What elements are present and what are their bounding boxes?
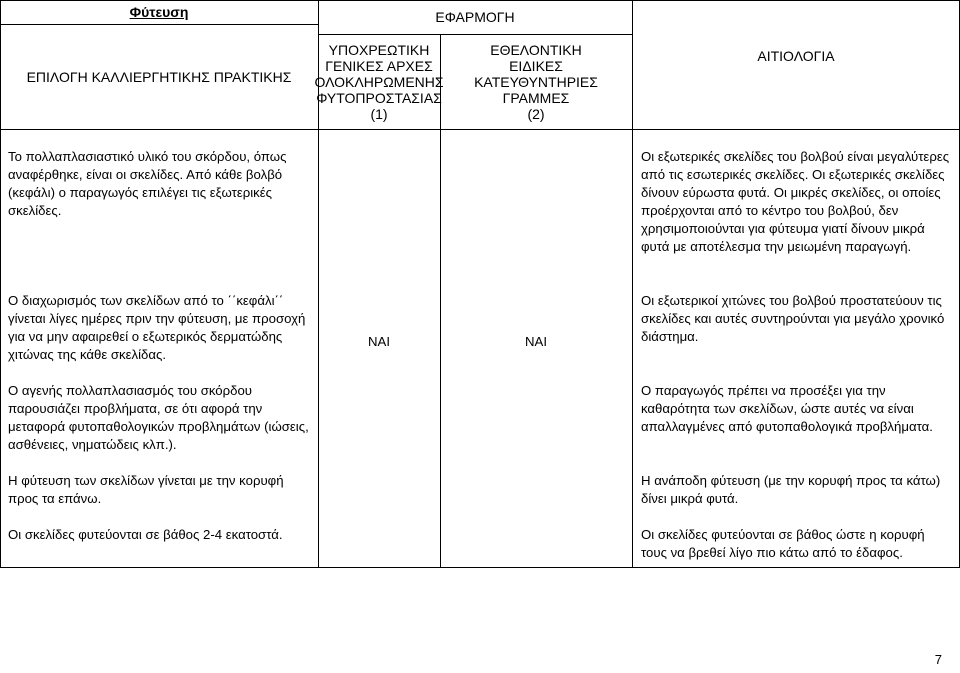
header-application [318, 0, 632, 34]
header-practice-label: ΕΠΙΛΟΓΗ ΚΑΛΛΙΕΡΓΗΤΙΚΗΣ ΠΡΑΚΤΙΚΗΣ [26, 69, 292, 85]
reason-text: Ο παραγωγός πρέπει να προσέξει για την καθαρότητα των σκελίδων, ώστε αυτές να είναι απαλλαγμένες από φυτοπαθολογικά προβλήματα. [641, 383, 933, 434]
header-reasoning [632, 0, 960, 112]
header-voluntary-line: ΚΑΤΕΥΘΥΝΤΗΡΙΕΣ [474, 74, 598, 90]
page-number: 7 [934, 652, 942, 667]
header-mandatory-line: ΦΥΤΟΠΡΟΣΤΑΣΙΑΣ [316, 90, 442, 106]
header-mandatory-line: ΓΕΝΙΚΕΣ ΑΡΧΕΣ [325, 58, 433, 74]
header-application-label: ΕΦΑΡΜΟΓΗ [435, 9, 515, 25]
reason-text: Οι εξωτερικές σκελίδες του βολβού είναι μεγαλύτερες από τις εσωτερικές σκελίδες. Οι εξωτερικές σκελίδες δίνουν εύρωστα φυτά. Οι μικρές σκελίδες, οι οποίες προέρχονται από το κέντρο του βολβού, δεν χρησιμοποιούνται για φύτευμα γιατί δίνουν μικρά φυτά με αποτέλεσμα την μειωμένη παραγωγή. [641, 149, 950, 254]
page-title: Φύτευση [129, 4, 189, 20]
header-voluntary-line: (2) [527, 106, 545, 122]
practice-text: Ο διαχωρισμός των σκελίδων από το ΄΄κεφάλι΄΄ γίνεται λίγες ημέρες πριν την φύτευση, με προσοχή για να μην αφαιρεθεί ο εξωτερικός δερματώδης χιτώνας της κάθε σκελίδας. [8, 293, 306, 362]
mandatory-value: ΝΑΙ [368, 334, 390, 349]
header-voluntary-line: ΓΡΑΜΜΕΣ [502, 90, 570, 106]
header-voluntary-line: ΕΘΕΛΟΝΤΙΚΗ [490, 42, 582, 58]
practice-text: Η φύτευση των σκελίδων γίνεται με την κορυφή προς τα επάνω. [8, 473, 284, 506]
header-mandatory [314, 35, 444, 129]
practice-text: Το πολλαπλασιαστικό υλικό του σκόρδου, όπως αναφέρθηκε, είναι οι σκελίδες. Από κάθε βολβό (κεφάλι) ο παραγωγός επιλέγει τις εξωτερικές σκελίδες. [8, 149, 287, 218]
header-practice [0, 25, 318, 129]
reason-text: Οι εξωτερικοί χιτώνες του βολβού προστατεύουν τις σκελίδες και αυτές συντηρούνται για μεγάλο χρονικό διάστημα. [641, 293, 945, 344]
practice-text: Οι σκελίδες φυτεύονται σε βάθος 2-4 εκατοστά. [8, 527, 283, 542]
header-reasoning-label: ΑΙΤΙΟΛΟΓΙΑ [757, 48, 835, 64]
header-voluntary [440, 35, 632, 129]
reason-text: Οι σκελίδες φυτεύονται σε βάθος ώστε η κορυφή τους να βρεθεί λίγο πιο κάτω από το έδαφος. [641, 527, 925, 560]
header-voluntary-line: ΕΙΔΙΚΕΣ [509, 58, 563, 74]
reason-text: Η ανάποδη φύτευση (με την κορυφή προς τα κάτω) δίνει μικρά φυτά. [641, 473, 941, 506]
header-mandatory-line: (1) [370, 106, 388, 122]
header-mandatory-line: ΟΛΟΚΛΗΡΩΜΕΝΗΣ [314, 74, 444, 90]
practice-text: Ο αγενής πολλαπλασιασμός του σκόρδου παρουσιάζει προβλήματα, σε ότι αφορά την μεταφορά φυτοπαθολογικών προβλημάτων (ιώσεις, ασθένειες, νηματώδεις κλπ.). [8, 383, 309, 452]
header-mandatory-line: ΥΠΟΧΡΕΩΤΙΚΗ [328, 42, 430, 58]
table-border-header [0, 129, 960, 130]
voluntary-value: ΝΑΙ [525, 334, 547, 349]
table-border-bottom [0, 567, 960, 568]
